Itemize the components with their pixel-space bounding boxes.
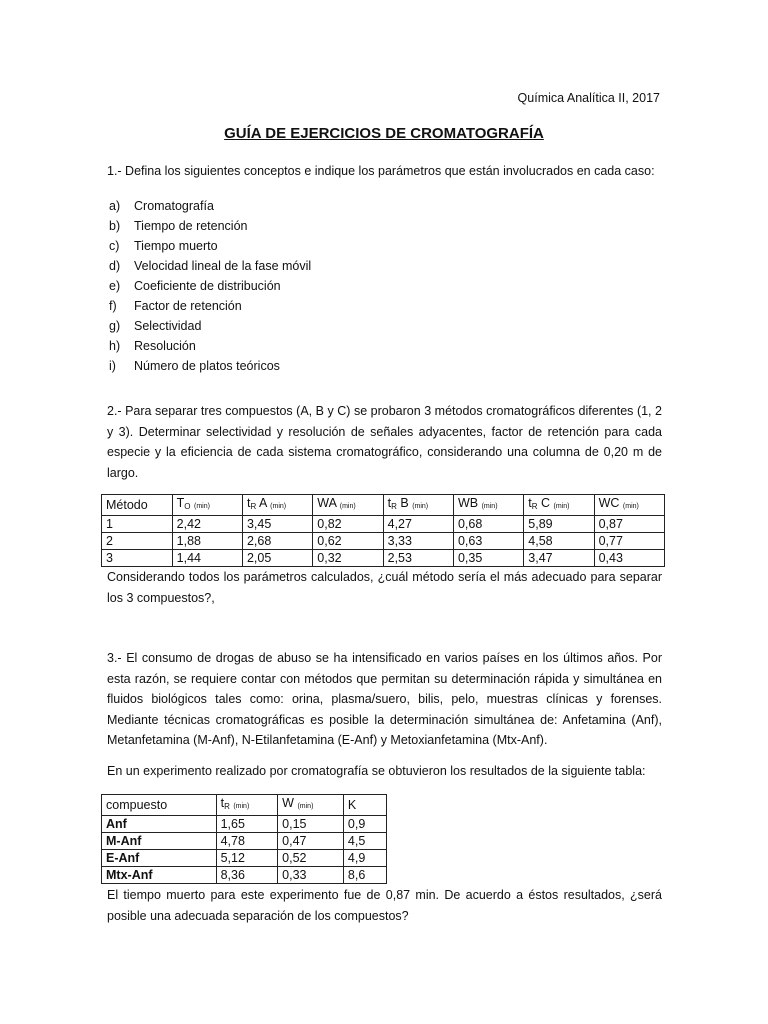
item-letter: a)	[109, 199, 121, 213]
table-cell: M-Anf	[102, 833, 217, 850]
header-cell	[216, 795, 278, 816]
page-title: GUÍA DE EJERCICIOS DE CROMATOGRAFÍA	[224, 125, 544, 142]
table-cell: 0,43	[594, 550, 664, 567]
table-cell: 0,33	[278, 867, 344, 884]
header-cell	[278, 795, 344, 816]
table-cell: 4,58	[524, 533, 594, 550]
table-cell: E-Anf	[102, 850, 217, 867]
table-cell: 2,68	[242, 533, 312, 550]
header-main: K	[347, 798, 357, 812]
course-label: Química Analítica II, 2017	[517, 91, 660, 105]
table-cell: 0,47	[278, 833, 344, 850]
header-main: WA	[317, 496, 337, 510]
question-1-prompt: 1.- Defina los siguientes conceptos e indique los parámetros que están involucrados en cada caso:	[107, 164, 655, 178]
methods-table-body	[102, 516, 665, 567]
header-cell	[594, 495, 664, 516]
item-letter: e)	[109, 279, 121, 293]
table-row	[102, 833, 387, 850]
table-cell: 0,52	[278, 850, 344, 867]
compounds-table-body	[102, 816, 387, 884]
header-tail: A	[256, 496, 267, 510]
table-cell: 1,65	[216, 816, 278, 833]
item-text: Velocidad lineal de la fase móvil	[134, 259, 312, 273]
table-cell: 0,63	[453, 533, 523, 550]
item-text: Número de platos teóricos	[134, 359, 280, 373]
table-cell: 0,68	[453, 516, 523, 533]
list-item	[109, 356, 509, 376]
header-main: T	[176, 496, 185, 510]
header-cell	[383, 495, 453, 516]
header-cell	[453, 495, 523, 516]
item-letter: b)	[109, 219, 121, 233]
header-unit: (min)	[297, 803, 314, 810]
header-row	[102, 795, 387, 816]
header-tail: B	[396, 496, 409, 510]
header-main: W	[282, 796, 294, 810]
header-unit: (min)	[622, 503, 639, 510]
list-item	[109, 196, 509, 216]
table-cell: Anf	[102, 816, 217, 833]
table-cell: 2,42	[172, 516, 242, 533]
table-cell: 8,36	[216, 867, 278, 884]
table-cell: 0,62	[313, 533, 383, 550]
compounds-table	[101, 794, 387, 884]
header-unit: (min)	[194, 503, 210, 510]
item-letter: h)	[109, 339, 121, 353]
table-cell: 0,32	[313, 550, 383, 567]
item-letter: c)	[109, 239, 120, 253]
item-letter: g)	[109, 319, 121, 333]
table-cell: 3	[102, 550, 173, 567]
header-cell	[172, 495, 242, 516]
table-row	[102, 850, 387, 867]
header-main: compuesto	[106, 798, 168, 812]
header-main: t	[528, 496, 532, 510]
list-item	[109, 316, 509, 336]
item-text: Tiempo muerto	[134, 239, 218, 253]
methods-table	[101, 494, 665, 567]
table-row	[102, 550, 665, 567]
item-text: Tiempo de retención	[134, 219, 248, 233]
table-cell: 0,87	[594, 516, 664, 533]
list-item	[109, 256, 509, 276]
header-main: WC	[598, 496, 620, 510]
header-cell	[102, 495, 173, 516]
item-text: Factor de retención	[134, 299, 242, 313]
header-unit: (min)	[412, 503, 429, 510]
list-item	[109, 296, 509, 316]
header-main: t	[246, 496, 251, 510]
header-main: Método	[106, 498, 148, 512]
header-unit: (min)	[481, 503, 498, 510]
header-cell	[524, 495, 594, 516]
list-item	[109, 216, 509, 236]
table-cell: 8,6	[343, 867, 386, 884]
header-unit: (min)	[270, 503, 287, 510]
header-subscript-letter: O	[184, 502, 191, 511]
header-main: t	[220, 796, 225, 810]
header-cell	[313, 495, 383, 516]
item-letter: d)	[109, 259, 121, 273]
table-cell: 4,78	[216, 833, 278, 850]
header-cell	[343, 795, 386, 816]
table-cell: 4,27	[383, 516, 453, 533]
table-cell: Mtx-Anf	[102, 867, 217, 884]
question-3-conclusion: El tiempo muerto para este experimento fue de 0,87 min. De acuerdo a éstos resultados, ¿será posible una adecuada separación de los compuestos?	[107, 888, 662, 923]
table-cell: 4,9	[343, 850, 386, 867]
table-cell: 0,15	[278, 816, 344, 833]
table-cell: 1,88	[172, 533, 242, 550]
table-cell: 0,9	[343, 816, 386, 833]
concept-list	[109, 196, 509, 376]
table-cell: 1,44	[172, 550, 242, 567]
table-cell: 3,47	[524, 550, 594, 567]
header-subscript-letter: R	[250, 502, 257, 511]
header-cell	[242, 495, 312, 516]
list-item	[109, 276, 509, 296]
table-cell: 0,82	[313, 516, 383, 533]
methods-table-header	[102, 495, 665, 516]
item-letter: i)	[109, 359, 116, 373]
table-cell: 1	[102, 516, 173, 533]
question-3-intro: 3.- El consumo de drogas de abuso se ha intensificado en varios países en los últimos años. Por esta razón, se requiere contar con métodos que permitan su determinación rápida y simultánea en fluidos biológicos tales como: orina, plasma/suero, bilis, pelo, muestras clínicas y forenses. Mediante técnicas cromatográficas es posible la determinación simultánea de: Anfetamina (Anf), Metanfetamina (M-Anf), N-Etilanfetamina (E-Anf) y Metoxianfetamina (Mtx-Anf).	[107, 651, 662, 747]
item-text: Cromatografía	[134, 199, 214, 213]
table-row	[102, 867, 387, 884]
header-tail: C	[537, 496, 551, 510]
header-subscript-letter: R	[224, 802, 230, 811]
table-cell: 2,05	[242, 550, 312, 567]
compounds-table-header	[102, 795, 387, 816]
header-unit: (min)	[553, 503, 570, 510]
question-3-lead: En un experimento realizado por cromatografía se obtuvieron los resultados de la siguiente tabla:	[107, 764, 646, 778]
table-cell: 5,12	[216, 850, 278, 867]
item-text: Coeficiente de distribución	[134, 279, 281, 293]
table-cell: 3,45	[242, 516, 312, 533]
item-text: Resolución	[134, 339, 196, 353]
list-item	[109, 336, 509, 356]
item-text: Selectividad	[134, 319, 202, 333]
table-cell: 2,53	[383, 550, 453, 567]
table-cell: 0,35	[453, 550, 523, 567]
table-cell: 0,77	[594, 533, 664, 550]
table-cell: 5,89	[524, 516, 594, 533]
header-unit: (min)	[339, 503, 356, 510]
header-subscript-letter: R	[531, 502, 538, 511]
list-item	[109, 236, 509, 256]
header-subscript-letter: R	[391, 502, 397, 511]
question-2-conclusion: Considerando todos los parámetros calculados, ¿cuál método sería el más adecuado para separar los 3 compuestos?,	[107, 570, 662, 605]
table-cell: 4,5	[343, 833, 386, 850]
item-letter: f)	[109, 299, 117, 313]
table-cell: 3,33	[383, 533, 453, 550]
header-main: t	[387, 496, 392, 510]
header-main: WB	[457, 496, 479, 510]
header-row	[102, 495, 665, 516]
table-row	[102, 816, 387, 833]
question-2-prompt: 2.- Para separar tres compuestos (A, B y C) se probaron 3 métodos cromatográficos diferentes (1, 2 y 3). Determinar selectividad y resolución de señales adyacentes, factor de retención para cada especie y la eficiencia de cada sistema cromatográfico, considerando una columna de 0,20 m de largo.	[107, 404, 662, 480]
header-unit: (min)	[233, 803, 250, 810]
table-row	[102, 533, 665, 550]
table-cell: 2	[102, 533, 173, 550]
table-row	[102, 516, 665, 533]
header-cell	[102, 795, 217, 816]
